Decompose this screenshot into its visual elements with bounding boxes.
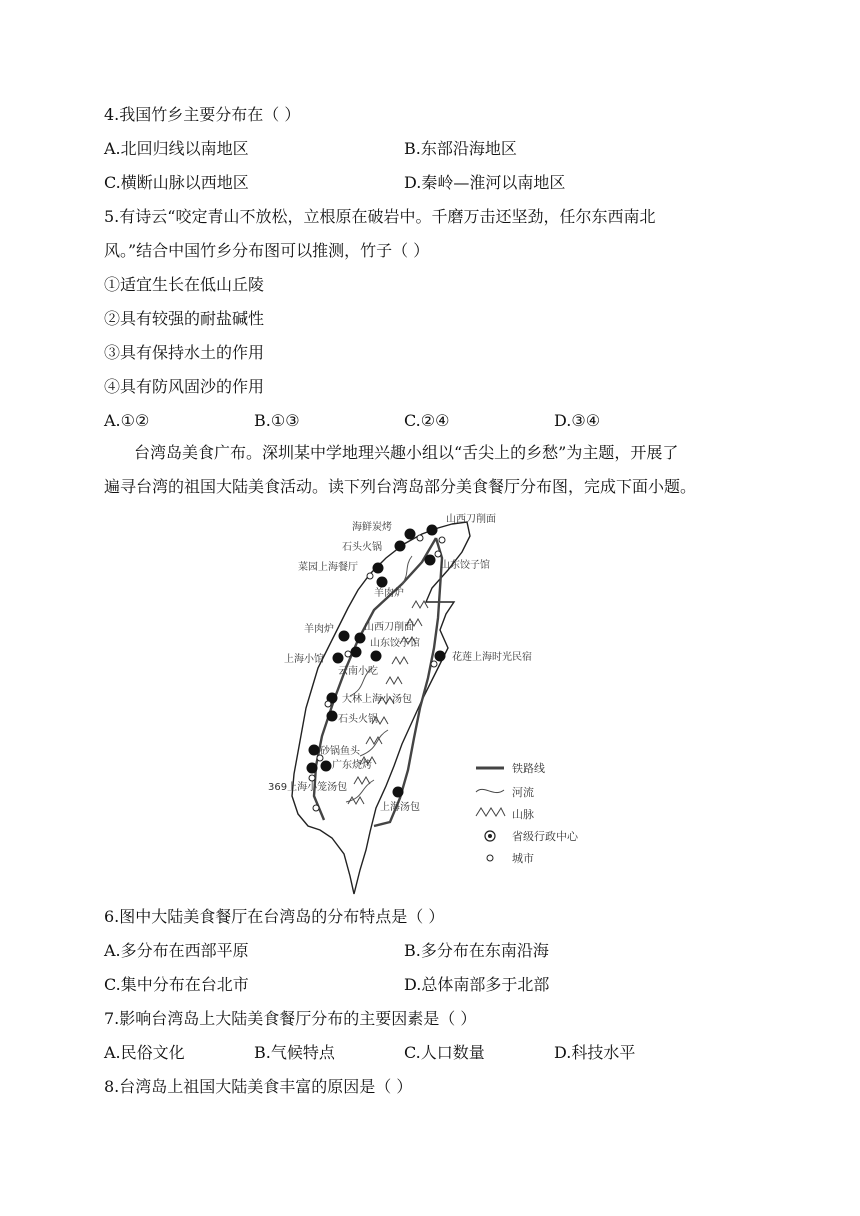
q5-statement-1: ①适宜生长在低山丘陵 [104,275,265,294]
label-shanxi-noodle-n: 山西刀削面 [446,514,496,525]
q5-statement-4: ④具有防风固沙的作用 [104,377,265,396]
passage-line2: 遍寻台湾的祖国大陆美食活动。读下列台湾岛部分美食餐厅分布图，完成下面小题。 [104,477,697,496]
marker-shanghai-eatery [333,653,344,664]
q5-statement-2: ②具有较强的耐盐碱性 [104,309,265,328]
label-shanghai-eatery: 上海小馆 [284,654,324,665]
legend-mountain: 山脉 [512,808,534,821]
label-mutton-stove-c: 羊肉炉 [304,624,334,635]
q8-stem: 8.台湾岛上祖国大陆美食丰富的原因是（ ） [104,1077,413,1096]
label-shanghai-soup-bun: 上海汤包 [380,802,420,813]
marker-seafood-bbq [405,529,416,540]
label-cantonese-bbq: 广东烧烤 [332,760,372,771]
q4-option-a: A.北回归线以南地区 [104,139,249,158]
label-mutton-stove-n: 羊肉炉 [374,588,404,599]
q5-stem-line2: 风。”结合中国竹乡分布图可以推测，竹子（ ） [104,241,430,260]
marker-stone-hotpot-n [395,541,406,552]
q7-option-a: A.民俗文化 [104,1043,185,1062]
label-shanxi-noodle-c: 山西刀削面 [364,622,414,633]
marker-shandong-dumpling-n [425,555,436,566]
q6-option-a: A.多分布在西部平原 [104,941,249,960]
q4-option-d: D.秦岭—淮河以南地区 [404,173,566,192]
marker-shanxi-noodle-n [427,525,438,536]
q4-option-b: B.东部沿海地区 [404,139,517,158]
marker-mutton-stove-c [339,631,350,642]
marker-hualien-inn [435,651,446,662]
marker-cantonese-bbq [321,761,332,772]
q6-option-c: C.集中分布在台北市 [104,975,249,994]
label-shandong-dumpling-n: 山东饺子馆 [440,560,490,571]
label-shandong-dumpling-c: 山东饺子馆 [370,638,420,649]
q5-option-b: B.①③ [254,411,300,430]
marker-stone-hotpot-s [327,711,338,722]
q6-stem: 6.图中大陆美食餐厅在台湾岛的分布特点是（ ） [104,907,445,926]
label-bun-369: 369上海小笼汤包 [268,782,348,793]
passage-line1: 台湾岛美食广布。深圳某中学地理兴趣小组以“舌尖上的乡愁”为主题，开展了 [134,443,679,462]
q5-option-c: C.②④ [404,411,450,430]
marker-yunnan-snack [371,651,382,662]
q6-option-d: D.总体南部多于北部 [404,975,550,994]
legend-river: 河流 [512,786,534,799]
label-stone-hotpot-s: 石头火锅 [338,714,378,725]
q7-option-d: D.科技水平 [554,1043,636,1062]
marker-shanghai-soup-bun [393,787,404,798]
legend-railway: 铁路线 [512,762,545,775]
label-yunnan-snack: 云南小吃 [338,666,378,677]
marker-caiyuan-shanghai [373,563,384,574]
label-hualien-inn: 花莲上海时光民宿 [452,652,532,663]
q6-option-b: B.多分布在东南沿海 [404,941,549,960]
marker-mutton-stove-n [377,577,388,588]
q7-stem: 7.影响台湾岛上大陆美食餐厅分布的主要因素是（ ） [104,1009,477,1028]
label-caiyuan-shanghai: 菜园上海餐厅 [298,562,358,573]
label-stone-hotpot-n: 石头火锅 [342,542,382,553]
marker-casserole-fish [309,745,320,756]
q5-option-a: A.①② [104,411,150,430]
label-seafood-bbq: 海鲜炭烤 [352,522,392,533]
marker-shanxi-noodle-c [355,633,366,644]
marker-shandong-dumpling-c [351,647,362,658]
marker-bun-369 [307,763,318,774]
q4-stem: 4.我国竹乡主要分布在（ ） [104,105,301,124]
map-legend [476,761,579,865]
q7-option-b: B.气候特点 [254,1043,335,1062]
q4-option-c: C.横断山脉以西地区 [104,173,249,192]
q5-statement-3: ③具有保持水土的作用 [104,343,265,362]
q7-option-c: C.人口数量 [404,1043,485,1062]
label-dalin-soup-bun: 大林上海小汤包 [342,694,412,705]
label-casserole-fish: 砂锅鱼头 [320,746,360,757]
taiwan-food-map [262,508,602,900]
legend-city: 城市 [512,852,534,865]
q5-option-d: D.③④ [554,411,601,430]
legend-capital: 省级行政中心 [512,830,578,843]
q5-stem-line1: 5.有诗云“咬定青山不放松，立根原在破岩中。千磨万击还坚劲，任尔东西南北 [104,207,656,226]
